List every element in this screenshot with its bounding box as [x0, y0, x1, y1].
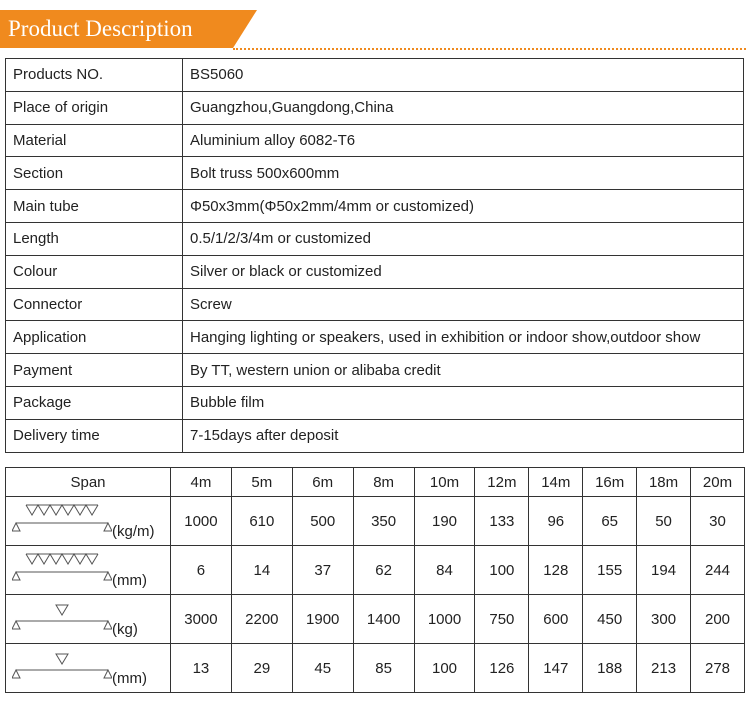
- load-value: 194: [637, 546, 691, 595]
- spec-key: Main tube: [6, 190, 183, 223]
- spec-row: [6, 386, 744, 419]
- load-value: 1000: [414, 595, 475, 644]
- span-header-label: Span: [6, 468, 171, 497]
- load-row: [6, 546, 745, 595]
- load-value: 300: [637, 595, 691, 644]
- span-length: 8m: [353, 468, 414, 497]
- load-row: [6, 644, 745, 693]
- spec-value: Bolt truss 500x600mm: [183, 157, 744, 190]
- spec-value: By TT, western union or alibaba credit: [183, 354, 744, 387]
- spec-key: Payment: [6, 354, 183, 387]
- load-row-label: [6, 497, 171, 546]
- spec-row: [6, 157, 744, 190]
- load-value: 84: [414, 546, 475, 595]
- spec-row: [6, 190, 744, 223]
- spec-value: Φ50x3mm(Φ50x2mm/4mm or customized): [183, 190, 744, 223]
- load-value: 100: [475, 546, 529, 595]
- spec-row: [6, 255, 744, 288]
- load-row: [6, 595, 745, 644]
- spec-row: [6, 419, 744, 452]
- load-table: [5, 467, 745, 693]
- load-value: 13: [171, 644, 232, 693]
- span-length: 20m: [691, 468, 745, 497]
- spec-value: Screw: [183, 288, 744, 321]
- spec-key: Colour: [6, 255, 183, 288]
- load-value: 450: [583, 595, 637, 644]
- load-value: 85: [353, 644, 414, 693]
- spec-row: [6, 124, 744, 157]
- load-value: 750: [475, 595, 529, 644]
- load-value: 500: [292, 497, 353, 546]
- load-value: 6: [171, 546, 232, 595]
- load-value: 188: [583, 644, 637, 693]
- load-value: 96: [529, 497, 583, 546]
- load-value: 1000: [171, 497, 232, 546]
- span-length: 12m: [475, 468, 529, 497]
- span-length: 4m: [171, 468, 232, 497]
- span-length: 10m: [414, 468, 475, 497]
- load-value: 30: [691, 497, 745, 546]
- load-value: 610: [231, 497, 292, 546]
- spec-value: Aluminium alloy 6082-T6: [183, 124, 744, 157]
- spec-key: Material: [6, 124, 183, 157]
- load-value: 128: [529, 546, 583, 595]
- spec-row: [6, 288, 744, 321]
- load-value: 600: [529, 595, 583, 644]
- spec-key: Delivery time: [6, 419, 183, 452]
- load-value: 350: [353, 497, 414, 546]
- section-header: [0, 8, 750, 54]
- spec-row: [6, 222, 744, 255]
- load-unit: (kg): [112, 621, 138, 638]
- spec-value: Hanging lighting or speakers, used in exhibition or indoor show,outdoor show: [183, 321, 744, 354]
- spec-table: [5, 58, 744, 453]
- load-value: 213: [637, 644, 691, 693]
- spec-key: Application: [6, 321, 183, 354]
- load-value: 100: [414, 644, 475, 693]
- spec-key: Connector: [6, 288, 183, 321]
- spec-key: Length: [6, 222, 183, 255]
- load-value: 190: [414, 497, 475, 546]
- spec-row: [6, 321, 744, 354]
- span-length: 6m: [292, 468, 353, 497]
- load-value: 65: [583, 497, 637, 546]
- load-row: [6, 497, 745, 546]
- load-unit: (mm): [112, 572, 147, 589]
- load-value: 50: [637, 497, 691, 546]
- header-tab-tail: [233, 10, 257, 48]
- load-row-label: [6, 546, 171, 595]
- spec-key: Package: [6, 386, 183, 419]
- spec-value: Guangzhou,Guangdong,China: [183, 91, 744, 124]
- load-value: 3000: [171, 595, 232, 644]
- load-row-label: [6, 644, 171, 693]
- spec-value: 7-15days after deposit: [183, 419, 744, 452]
- load-value: 155: [583, 546, 637, 595]
- spec-value: Silver or black or customized: [183, 255, 744, 288]
- spec-key: Section: [6, 157, 183, 190]
- load-unit: (kg/m): [112, 523, 155, 540]
- load-value: 2200: [231, 595, 292, 644]
- spec-value: 0.5/1/2/3/4m or customized: [183, 222, 744, 255]
- load-value: 1900: [292, 595, 353, 644]
- spec-row: [6, 59, 744, 92]
- header-divider: [233, 48, 746, 50]
- load-value: 244: [691, 546, 745, 595]
- load-value: 62: [353, 546, 414, 595]
- load-value: 1400: [353, 595, 414, 644]
- load-row-label: [6, 595, 171, 644]
- span-length: 5m: [231, 468, 292, 497]
- spec-value: BS5060: [183, 59, 744, 92]
- load-value: 126: [475, 644, 529, 693]
- span-length: 14m: [529, 468, 583, 497]
- load-value: 133: [475, 497, 529, 546]
- load-value: 29: [231, 644, 292, 693]
- load-value: 278: [691, 644, 745, 693]
- spec-key: Products NO.: [6, 59, 183, 92]
- span-length: 18m: [637, 468, 691, 497]
- spec-value: Bubble film: [183, 386, 744, 419]
- section-title: Product Description: [0, 10, 233, 48]
- load-value: 45: [292, 644, 353, 693]
- span-header-row: [6, 468, 745, 497]
- load-value: 147: [529, 644, 583, 693]
- spec-row: [6, 91, 744, 124]
- load-value: 200: [691, 595, 745, 644]
- spec-key: Place of origin: [6, 91, 183, 124]
- load-value: 14: [231, 546, 292, 595]
- load-unit: (mm): [112, 670, 147, 687]
- spec-row: [6, 354, 744, 387]
- load-value: 37: [292, 546, 353, 595]
- span-length: 16m: [583, 468, 637, 497]
